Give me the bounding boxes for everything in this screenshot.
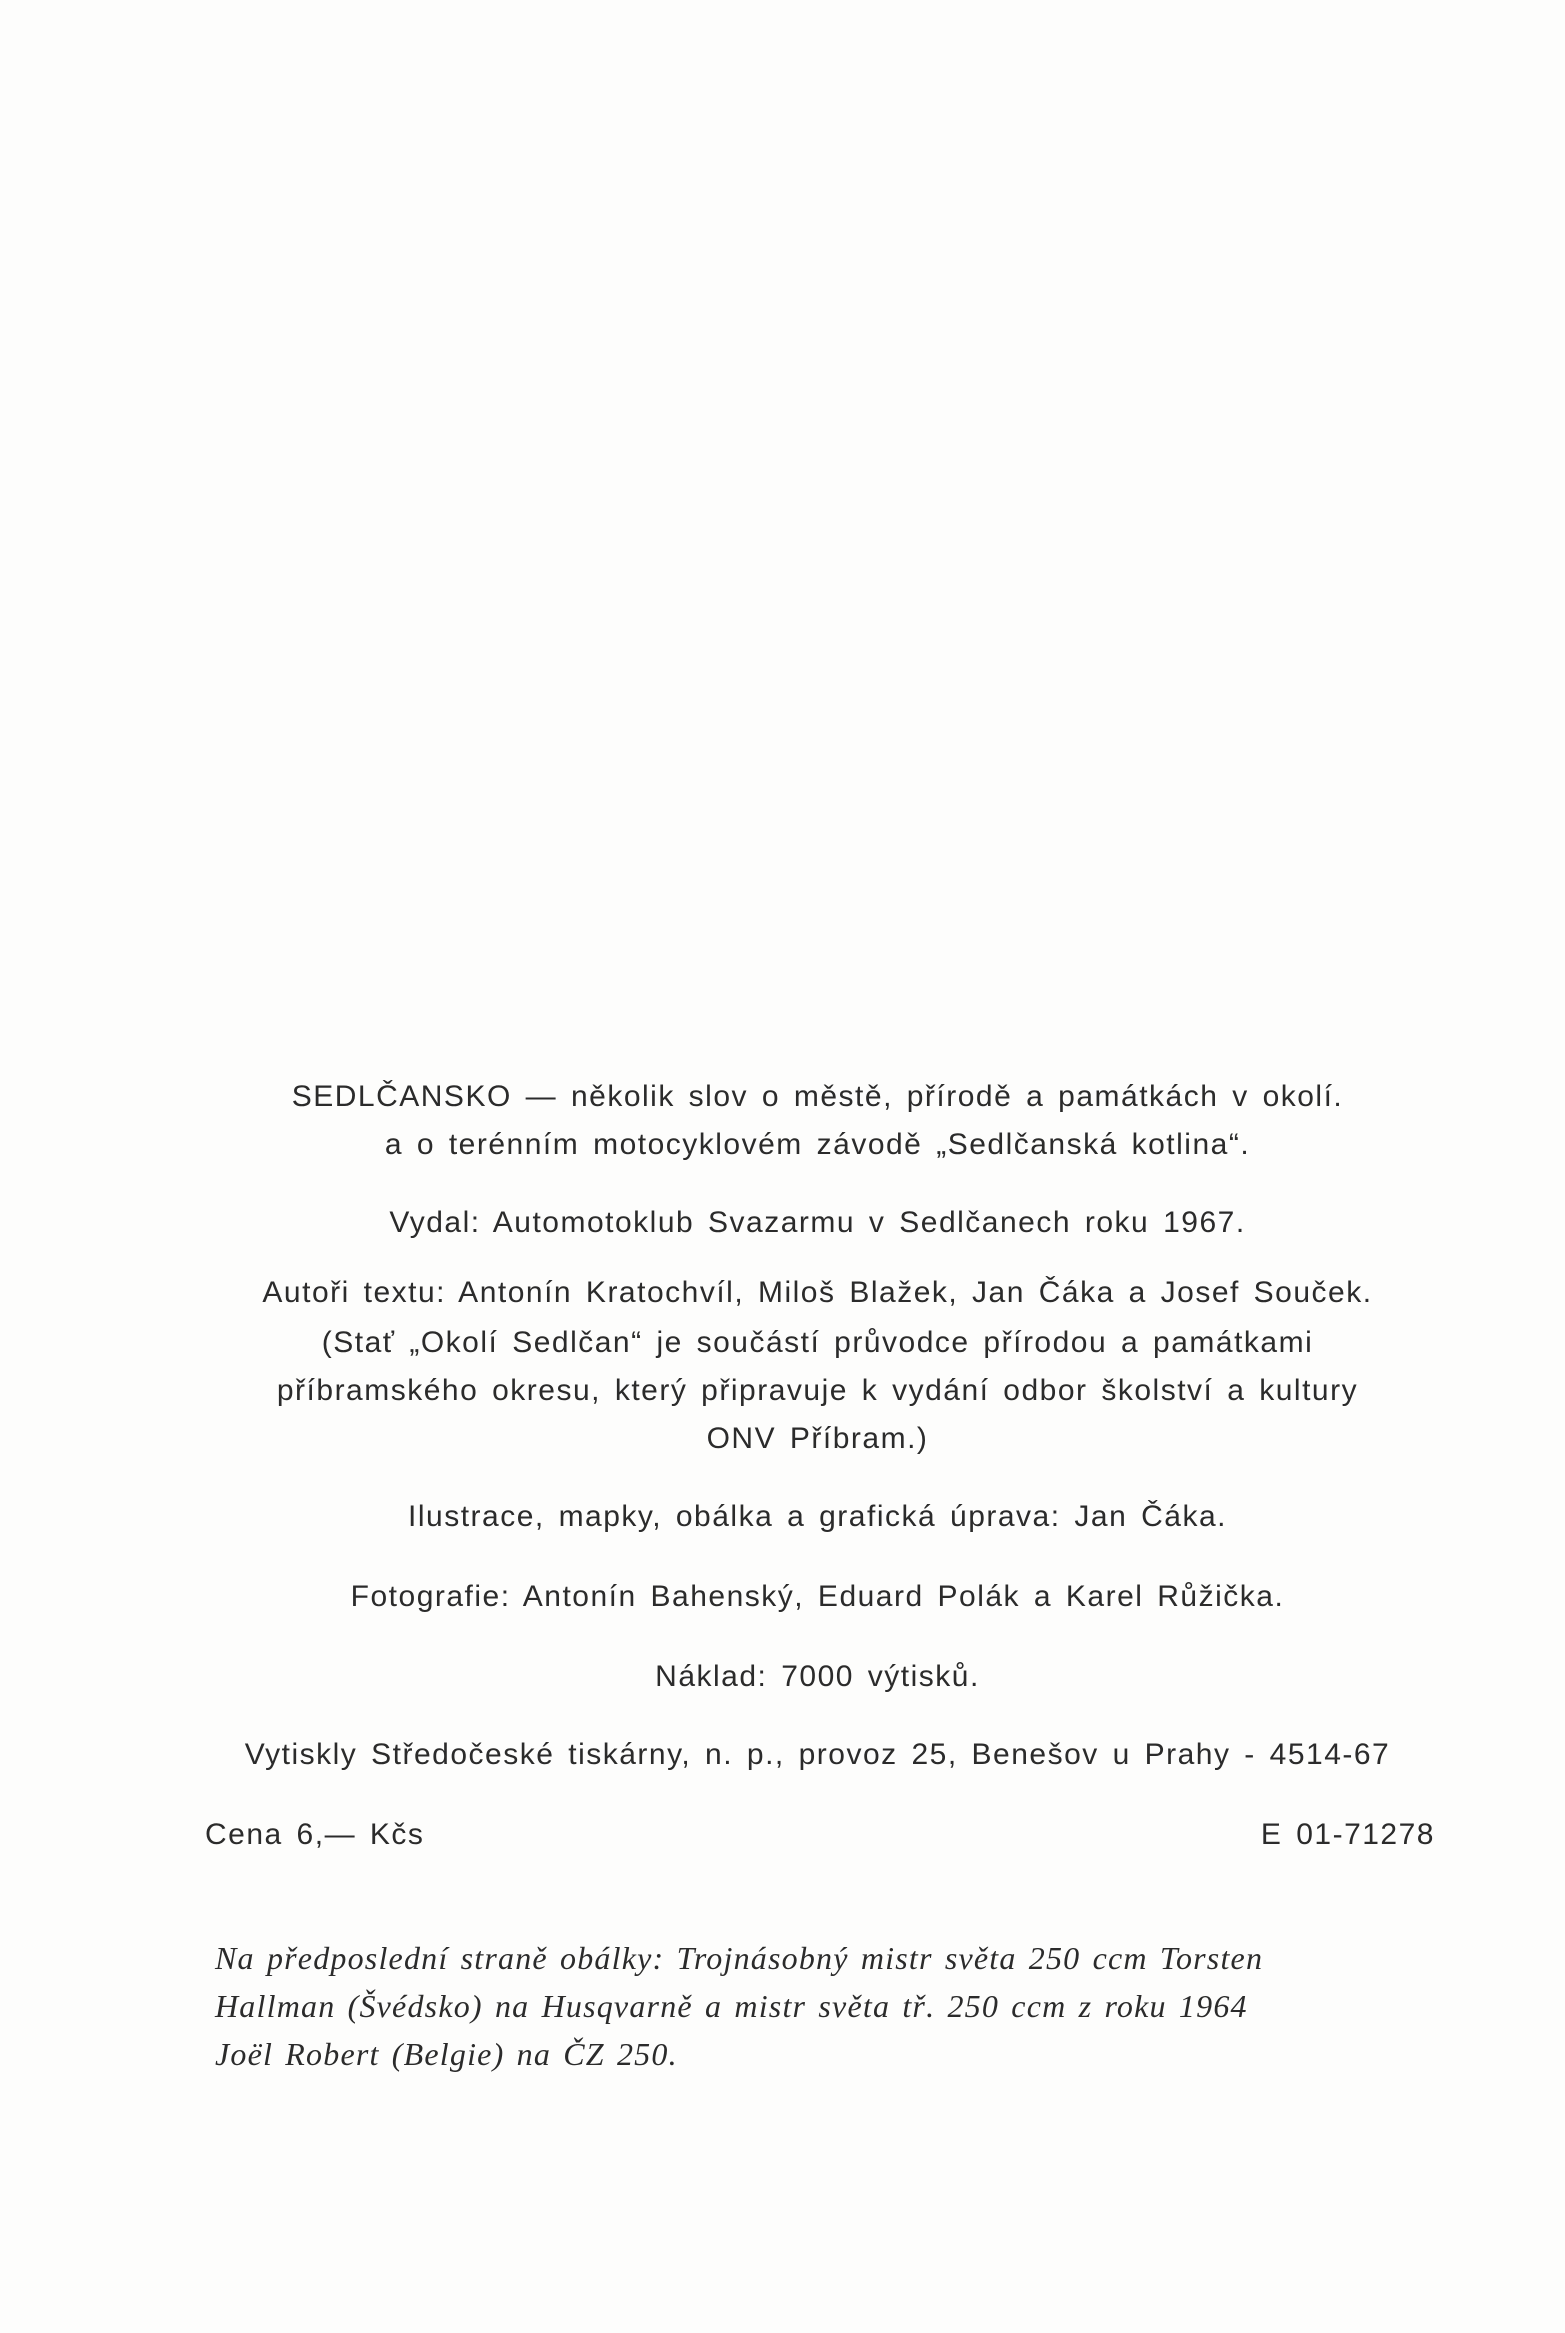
catalog-code: E 01-71278: [1260, 1818, 1435, 1851]
note-line-3: ONV Příbram.): [706, 1422, 929, 1455]
cover-note-line-1: Na předposlední straně obálky: Trojnásobný mistr světa 250 ccm Torsten: [215, 1940, 1264, 1976]
title-line-2: a o terénním motocyklovém závodě „Sedlčanská kotlina“.: [384, 1128, 1251, 1161]
printer-line: Vytiskly Středočeské tiskárny, n. p., provoz 25, Benešov u Prahy - 4514-67: [244, 1738, 1391, 1771]
cover-note-line-2: Hallman (Švédsko) na Husqvarně a mistr světa tř. 250 ccm z roku 1964: [215, 1988, 1248, 2024]
authors-line: Autoři textu: Antonín Kratochvíl, Miloš Blažek, Jan Čáka a Josef Souček.: [262, 1276, 1373, 1309]
note-line-1: (Stať „Okolí Sedlčan“ je součástí průvodce přírodou a památkami: [321, 1326, 1314, 1359]
cover-note-line-3: Joël Robert (Belgie) na ČZ 250.: [215, 2036, 678, 2072]
print-run-line: Náklad: 7000 výtisků.: [655, 1660, 980, 1693]
photos-line: Fotografie: Antonín Bahenský, Eduard Polák a Karel Růžička.: [350, 1580, 1285, 1613]
illustrations-line: Ilustrace, mapky, obálka a grafická úprava: Jan Čáka.: [408, 1500, 1227, 1533]
note-line-2: příbramského okresu, který připravuje k vydání odbor školství a kultury: [276, 1374, 1359, 1407]
price-label: Cena 6,— Kčs: [205, 1818, 425, 1851]
title-line-1: SEDLČANSKO — několik slov o městě, přírodě a památkách v okolí.: [291, 1080, 1344, 1113]
publisher-line: Vydal: Automotoklub Svazarmu v Sedlčanech roku 1967.: [389, 1206, 1246, 1239]
